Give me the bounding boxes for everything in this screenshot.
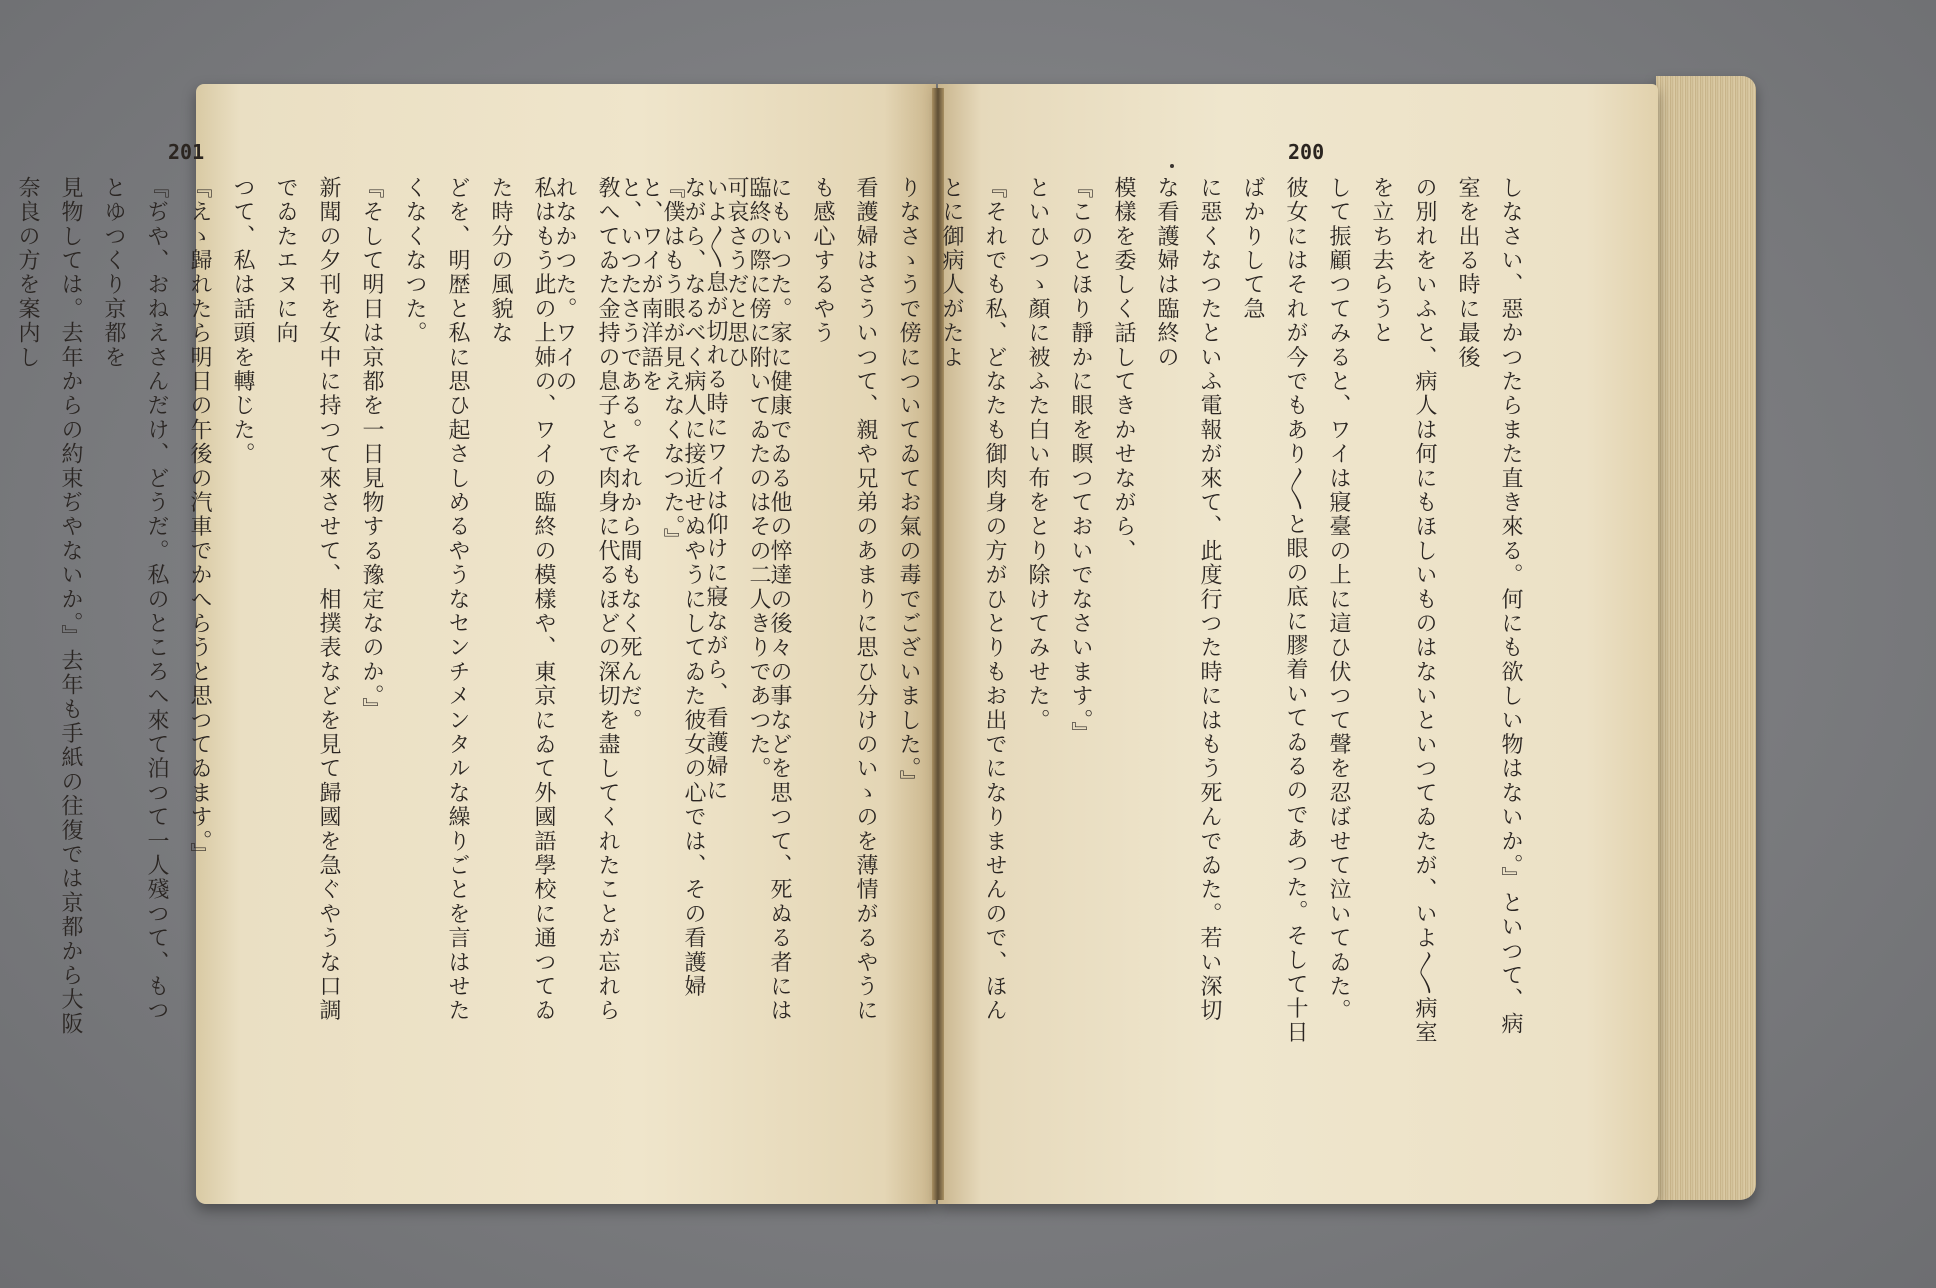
text-line: 『ぢや、おねえさんだけ、どうだ。私のところへ來て泊つて一人殘つて、もつとゆつくり京都を [101,176,169,1023]
text-line [0,176,6,1046]
text-line: 『このとほり靜かに眼を瞑つておいでなさいます。』 [1068,176,1093,746]
text-line: 彼女にはそれが今でもあり〳〵と眼の底に膠着いてゐるのであつた。そして十日ばかりして急 [1240,176,1308,1045]
text-line: いよ〳〵息が切れる時にワイは仰けに寢ながら、看護婦に [703,176,728,803]
text-line: と、いつたさうである。それから間もなく死んだ。 [617,176,642,733]
page-edges [1656,76,1756,1200]
text-line: にもいつた。家に健康でゐる他の悴達の後々の事などを思つて、死ぬる者には可哀さうだと思ひ [724,176,792,1023]
left-page-text [15,176,780,1046]
text-line: ながら、なるべく病人に接近せぬやうにしてゐた彼女の心では、その看護婦と、ワイが南洋語を [638,176,706,999]
text-line: 臨終の際に傍に附いてゐたのはその二人きりであつた。 [746,176,771,781]
text-line: 敎へてゐた金持の息子とで肉身に代るほどの深切を盡してくれたことが忘れられなかつた。ワイの [552,176,620,1023]
text-line: 新聞の夕刊を女中に持つて來させて、相撲表などを見て歸國を急ぐやうな口調でゐたエヌに向 [273,176,341,1023]
text-line: りなさゝうで傍についてゐてお氣の毒でございました。』 [896,176,921,795]
text-line: 見物しては。去年からの約束ぢやないか。』去年も手紙の往復では京都から大阪奈良の方を案内し [15,176,83,1037]
text-line: 看護婦はさういつて、親や兄弟のあまりに思ひ分けのいゝのを薄情がるやうにも感心するやう [810,176,878,1023]
text-line: に惡くなつたといふ電報が來て、此度行つた時にはもう死んでゐた。若い深切な看護婦は臨終の [1154,176,1222,1023]
text-line: 『そして明日は京都を一日見物する豫定なのか。』 [359,176,384,722]
text-line: しなさい、惡かつたらまた直き來る。何にも欲しい物はないか。』といつて、病室を出る時に最後 [1455,176,1523,1037]
text-line: 『僕はもう眼が見えなくなつた。』 [660,176,685,553]
text-line: 模樣を委しく話してきかせながら、 [1111,176,1136,564]
page-number-left: 201 [168,140,205,164]
text-line: つて、私は話頭を轉じた。 [230,176,255,467]
text-line [565,176,608,1046]
text-line: して振顧つてみると、ワイは寢臺の上に這ひ伏つて聲を忍ばせて泣いてゐた。 [1326,176,1351,1023]
text-line: の別れをいふと、病人は何にもほしいものはないといつてゐたが、いよ〳〵病室を立ち去らうと [1369,176,1437,1045]
text-line: 『それでも私、どなたも御肉身の方がひとりもお出でになりませんので、ほんとに御病人がたよ [939,176,1007,1023]
ink-dot [1170,164,1174,168]
text-line: 私はもう此の上姉の、ワイの臨終の模樣や、東京にゐて外國語學校に通つてゐた時分の風貌な [488,176,556,1023]
page-number-right: 200 [1288,140,1325,164]
text-line: といひつゝ顏に被ふた白い布をとり除けてみせた。 [1025,176,1050,733]
text-line: どを、明歴と私に思ひ起さしめるやうなセンチメンタルな繰りごとを言はせたくなくなつた。 [402,176,470,1023]
text-line: 『えゝ歸れたら明日の午後の汽車でかへらうと思つてゐます。』 [187,176,212,867]
